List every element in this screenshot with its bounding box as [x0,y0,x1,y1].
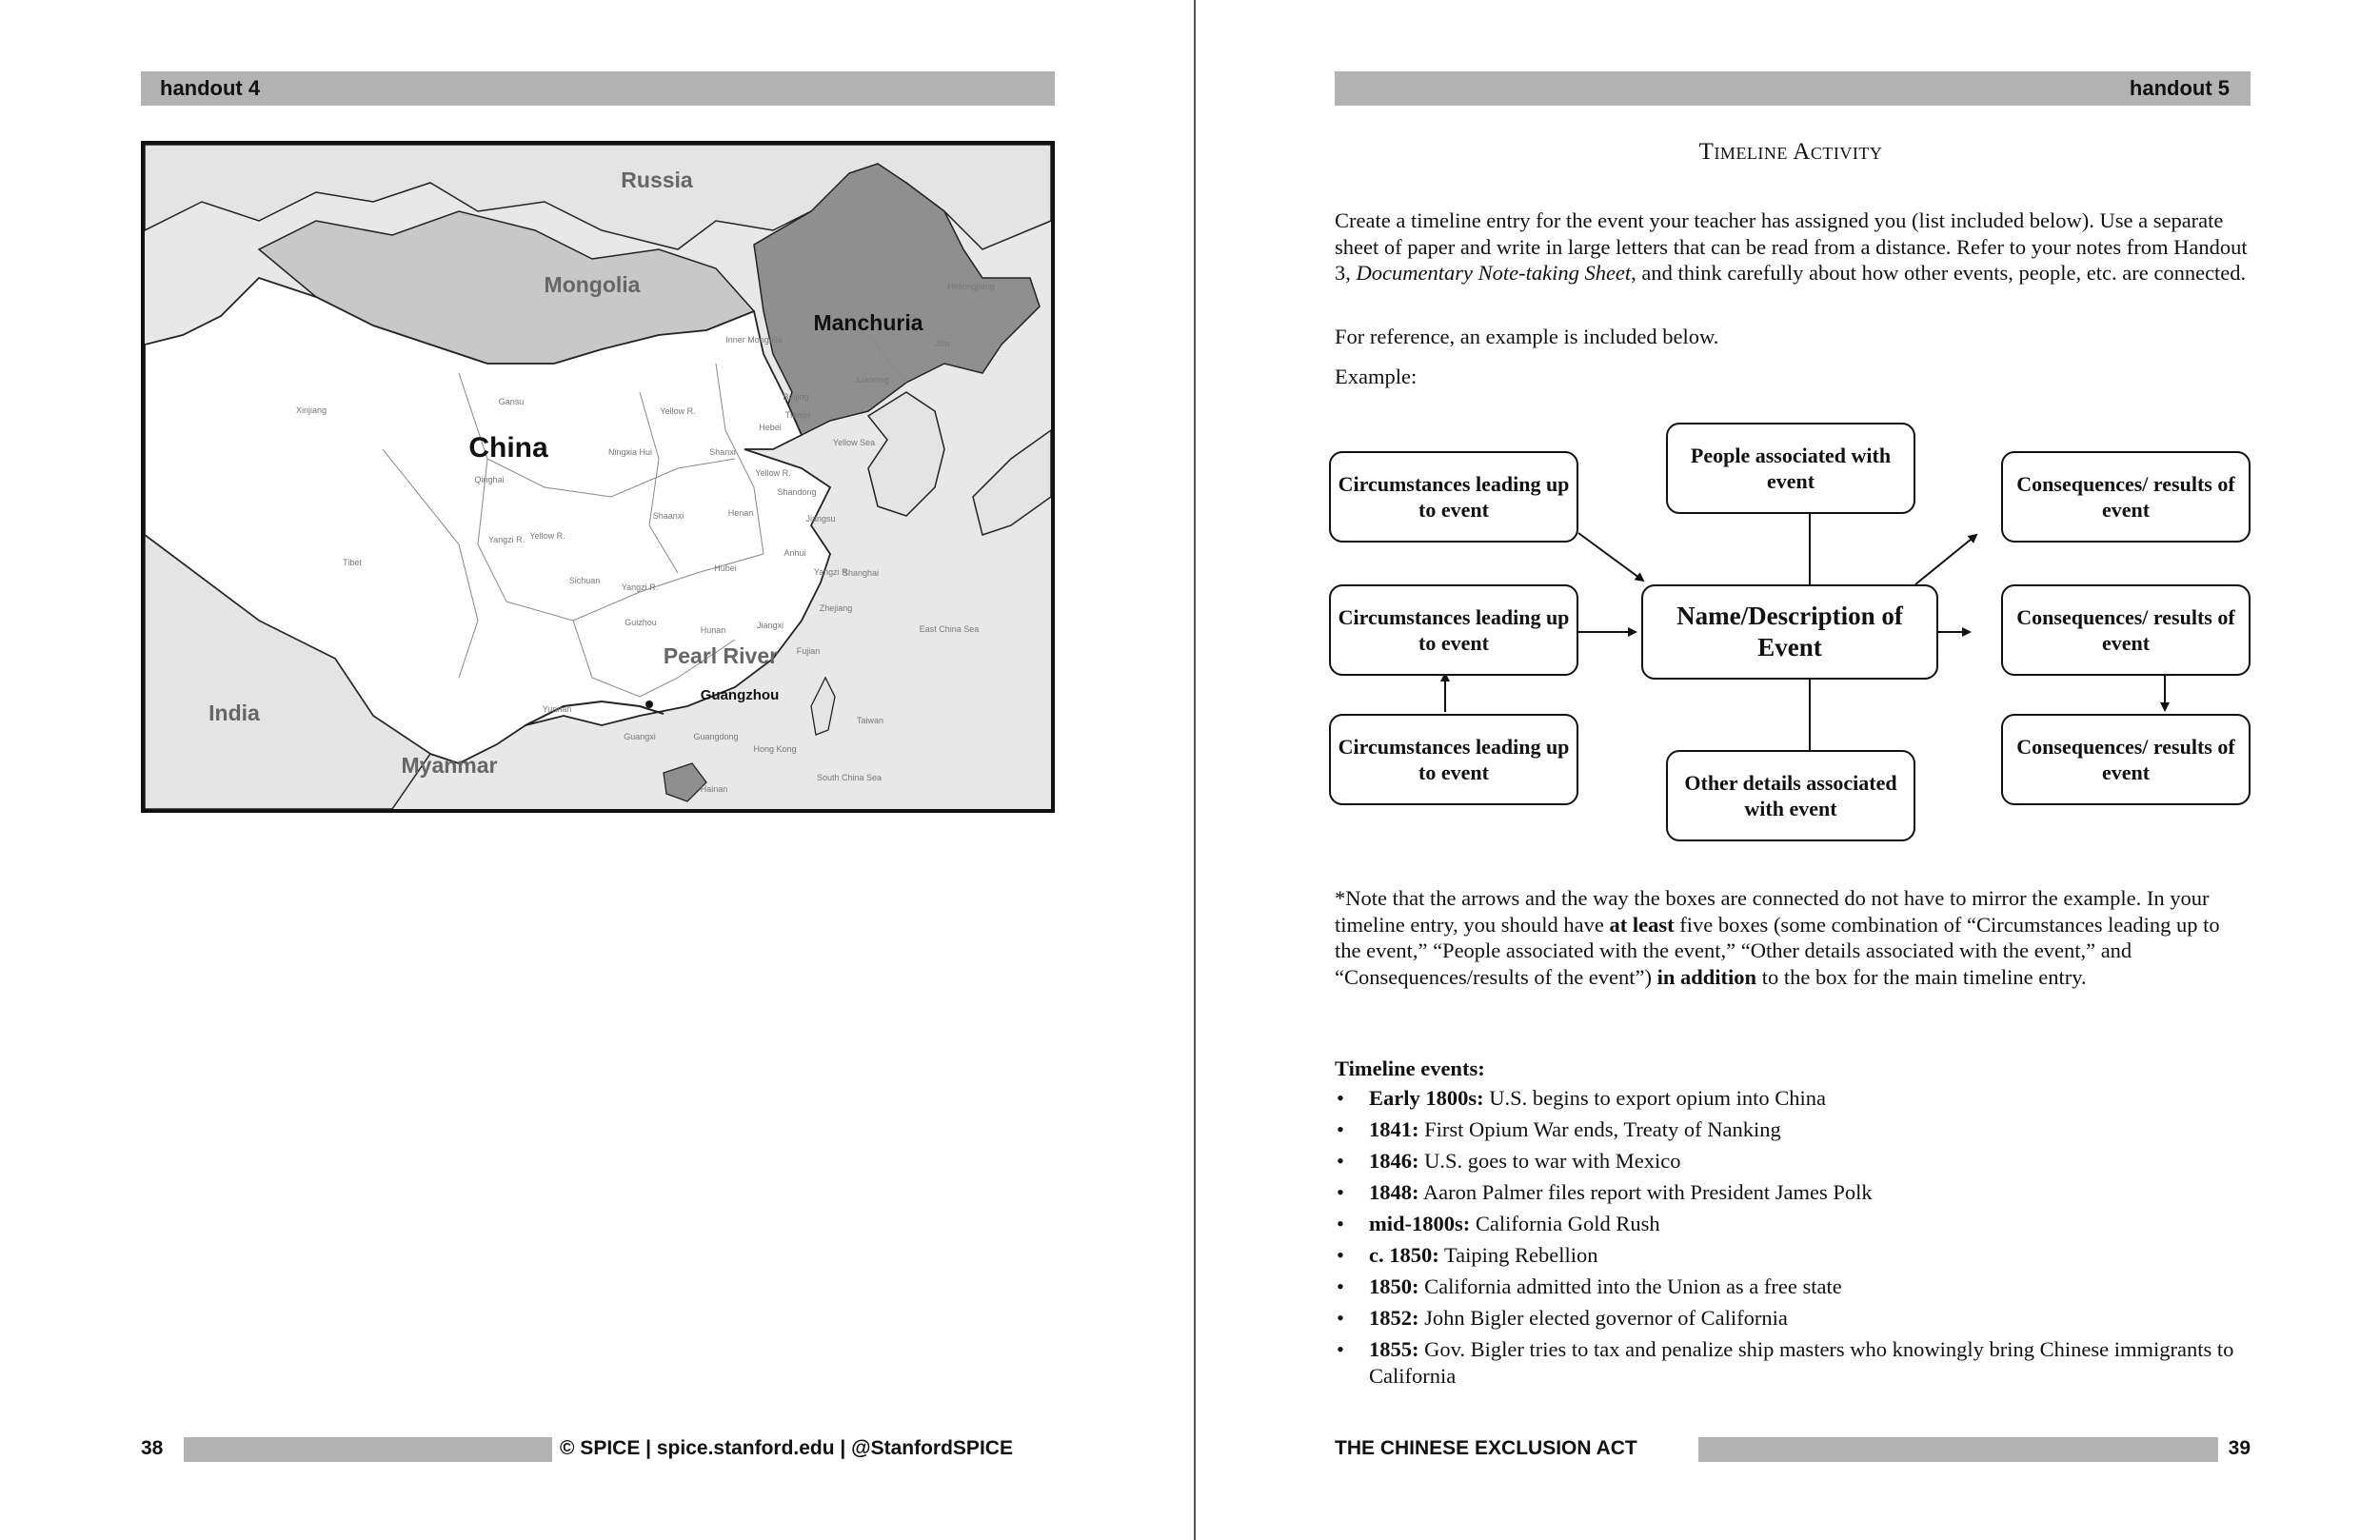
label-yangzi-river-west: Yangzi R. [487,535,526,544]
list-item [1335,1305,2249,1332]
bullet: • [1337,1180,1344,1204]
intro-text-2: , and think carefully about how other events, people, etc. are connected. [1631,261,2247,285]
label-xinjiang: Xinjiang [295,405,327,415]
label-guangdong: Guangdong [693,732,739,741]
event-date: c. 1850: [1369,1243,1439,1267]
label-hubei: Hubei [714,563,737,573]
right-page [1196,0,2380,1540]
label-shandong: Shandong [777,487,817,497]
event-date: 1855: [1369,1337,1419,1361]
label-yangzi-river-east: Yangzi R. [813,567,851,577]
event-text: Aaron Palmer files report with President James Polk [1418,1180,1873,1204]
left-footer-bar [184,1437,552,1462]
label-east-china-sea: East China Sea [919,624,980,634]
right-page-number: 39 [2228,1437,2251,1459]
label-jilin: Jilin [935,339,950,348]
box-consequences-1: Consequences/ results of event [2001,451,2251,543]
label-hong-kong: Hong Kong [753,744,797,754]
box-circumstances-2: Circumstances leading up to event [1329,584,1578,676]
label-guangxi: Guangxi [624,732,656,741]
bullet: • [1337,1212,1344,1235]
timeline-events-heading: Timeline events: [1335,1056,1485,1080]
box-circumstances-3: Circumstances leading up to event [1329,714,1578,805]
intro-text-1: Create a timeline entry for the event your teacher has assigned you (list included below). Use a separate sheet of paper and write in large letters that can be read from a distance. Refer to your notes from Handout 3, [1335,208,2248,285]
footer-credit: © SPICE | spice.stanford.edu | @StanfordSPICE [560,1437,1013,1459]
left-page-number: 38 [141,1437,164,1459]
event-date: Early 1800s: [1369,1086,1484,1110]
box-consequences-2: Consequences/ results of event [2001,584,2251,676]
event-text: John Bigler elected governor of California [1418,1306,1788,1330]
label-anhui: Anhui [783,548,806,558]
china-map [141,141,1055,813]
label-jiangxi: Jiangxi [756,621,784,630]
label-shaanxi: Shaanxi [652,511,684,521]
handout-5-header: handout 5 [1335,71,2251,106]
bullet: • [1337,1306,1344,1330]
label-south-china-sea: South China Sea [816,773,883,782]
right-footer-bar [1698,1437,2218,1462]
event-date: 1846: [1369,1149,1419,1173]
event-text: California admitted into the Union as a free state [1418,1274,1842,1298]
bullet: • [1337,1117,1344,1141]
intro-italic-title: Documentary Note-taking Sheet [1356,261,1632,285]
bullet: • [1337,1086,1344,1110]
list-item [1335,1211,2249,1237]
label-mongolia: Mongolia [544,272,641,297]
label-zhejiang: Zhejiang [819,603,853,613]
label-yellow-sea: Yellow Sea [832,438,876,447]
event-date: 1850: [1369,1274,1419,1298]
label-beijing: Beijing [783,392,809,402]
event-date: mid-1800s: [1369,1212,1471,1235]
label-tianjin: Tianjin [784,410,811,420]
event-text: Taiping Rebellion [1438,1243,1598,1267]
label-hebei: Hebei [759,423,782,432]
label-heilongjiang: Heilongjiang [947,282,995,291]
box-circumstances-1: Circumstances leading up to event [1329,451,1578,543]
example-label: Example: [1335,365,1418,388]
bullet: • [1337,1337,1344,1361]
note-text-3: to the box for the main timeline entry. [1756,964,2087,989]
list-item [1335,1085,2249,1112]
label-manchuria: Manchuria [813,310,923,335]
intro-paragraph [1335,207,2249,286]
box-other-details: Other details associated with event [1666,750,1915,841]
list-item [1335,1273,2249,1300]
label-yunnan: Yunnan [542,704,572,714]
label-china: China [468,432,548,464]
timeline-events-list [1335,1085,2249,1394]
label-jiangsu: Jiangsu [805,514,836,523]
label-india: India [208,701,260,725]
label-ningxia: Ningxia Hui [607,447,653,457]
arrow-circ1-to-event [1578,533,1643,581]
arrow-event-to-cons1 [1915,535,1976,584]
label-liaoning: Liaoning [856,375,890,385]
label-shanxi: Shanxi [709,447,736,457]
list-item [1335,1116,2249,1143]
event-text: U.S. goes to war with Mexico [1418,1149,1681,1173]
note-paragraph [1335,885,2249,990]
list-item [1335,1336,2249,1389]
label-henan: Henan [727,508,754,518]
guangzhou-dot [645,701,653,708]
label-fujian: Fujian [796,646,821,656]
label-yangzi-river-mid: Yangzi R. [621,582,659,592]
event-date: 1841: [1369,1117,1419,1141]
label-yellow-river-west: Yellow R. [529,531,565,541]
label-guangzhou: Guangzhou [700,687,780,703]
list-item [1335,1242,2249,1269]
bullet: • [1337,1149,1344,1173]
bullet: • [1337,1274,1344,1298]
label-yellow-river-north: Yellow R. [660,406,696,416]
note-bold-at-least: at least [1609,912,1675,937]
label-yellow-river-east: Yellow R. [755,468,791,478]
label-pearl-river: Pearl River [663,643,779,668]
box-people: People associated with event [1666,423,1915,514]
event-date: 1848: [1369,1180,1419,1204]
label-russia: Russia [621,168,693,192]
event-date: 1852: [1369,1306,1419,1330]
label-tibet: Tibet [343,558,362,567]
label-gansu: Gansu [498,397,525,406]
label-hunan: Hunan [700,625,726,635]
box-event: Name/Description of Event [1641,584,1938,680]
list-item [1335,1179,2249,1206]
reference-line: For reference, an example is included below. [1335,325,1719,348]
label-guizhou: Guizhou [625,618,657,627]
note-text-1: *Note that the arrows and the way the boxes are connected do not have to mirror the example. In your timeline entry, you should have [1335,886,2210,937]
note-bold-in-addition: in addition [1656,964,1757,989]
event-text: First Opium War ends, Treaty of Nanking [1418,1117,1781,1141]
page-title: Timeline Activity [1698,139,1883,165]
label-qinghai: Qinghai [474,475,505,484]
label-sichuan: Sichuan [568,576,601,585]
label-taiwan: Taiwan [856,716,884,725]
event-text: Gov. Bigler tries to tax and penalize ship masters who knowingly bring Chinese immigrants to California [1369,1337,2234,1388]
event-text: U.S. begins to export opium into China [1483,1086,1826,1110]
list-item [1335,1148,2249,1175]
book-title-footer: THE CHINESE EXCLUSION ACT [1335,1437,1637,1459]
note-text-2: five boxes (some combination of “Circumstances leading up to the event,” “People associated with the event,” “Other details associated with the event,” and “Consequences/results of the event”) [1335,912,2220,989]
china-map-svg [145,145,1051,809]
bullet: • [1337,1243,1344,1267]
event-text: California Gold Rush [1470,1212,1660,1235]
handout-4-header: handout 4 [141,71,1055,106]
label-myanmar: Myanmar [401,753,498,778]
label-inner-mongolia: Inner Mongolia [725,335,783,345]
box-consequences-3: Consequences/ results of event [2001,714,2251,805]
label-hainan: Hainan [700,784,728,794]
label-shanghai: Shanghai [842,568,880,578]
